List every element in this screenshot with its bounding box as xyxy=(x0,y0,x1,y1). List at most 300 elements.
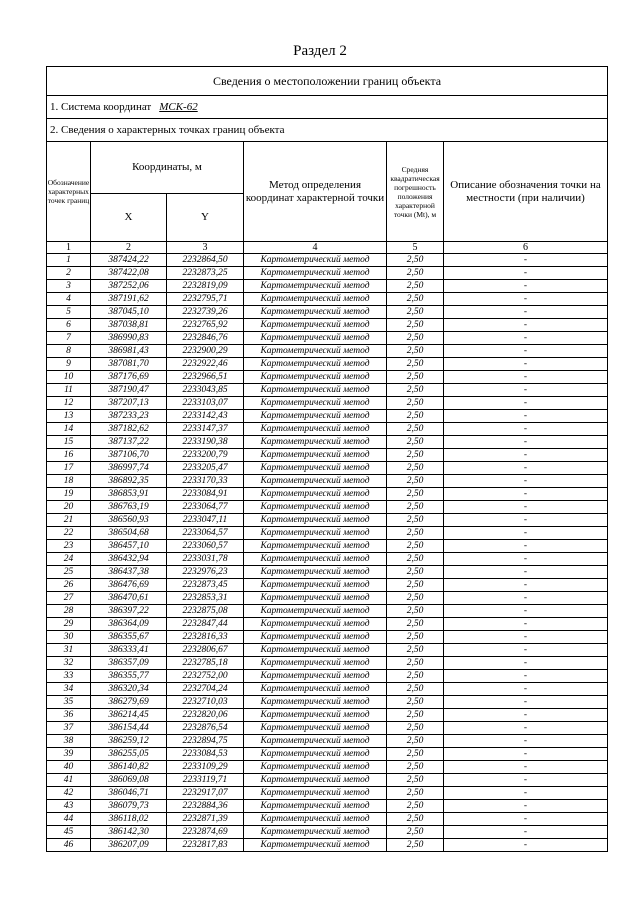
section-header: Сведения о местоположении границ объекта xyxy=(47,67,608,96)
table-row xyxy=(47,696,608,709)
description-cell: - xyxy=(444,813,608,826)
table-row xyxy=(47,735,608,748)
method-cell: Картометрический метод xyxy=(244,696,387,709)
accuracy-cell: 2,50 xyxy=(387,813,444,826)
y-cell: 2232752,00 xyxy=(167,670,244,683)
x-cell: 386118,02 xyxy=(91,813,167,826)
x-cell: 386990,83 xyxy=(91,332,167,345)
point-number-cell: 38 xyxy=(47,735,91,748)
accuracy-cell: 2,50 xyxy=(387,319,444,332)
accuracy-cell: 2,50 xyxy=(387,644,444,657)
point-number-cell: 8 xyxy=(47,345,91,358)
method-cell: Картометрический метод xyxy=(244,826,387,839)
description-cell: - xyxy=(444,722,608,735)
method-cell: Картометрический метод xyxy=(244,631,387,644)
point-number-cell: 19 xyxy=(47,488,91,501)
accuracy-cell: 2,50 xyxy=(387,254,444,267)
coordinate-system-row xyxy=(47,96,608,119)
table-row xyxy=(47,644,608,657)
method-cell: Картометрический метод xyxy=(244,774,387,787)
accuracy-cell: 2,50 xyxy=(387,657,444,670)
y-cell: 2232922,46 xyxy=(167,358,244,371)
y-cell: 2232704,24 xyxy=(167,683,244,696)
description-cell: - xyxy=(444,709,608,722)
y-cell: 2233142,43 xyxy=(167,410,244,423)
y-cell: 2233147,37 xyxy=(167,423,244,436)
method-cell: Картометрический метод xyxy=(244,644,387,657)
table-row xyxy=(47,800,608,813)
table-row xyxy=(47,631,608,644)
method-cell: Картометрический метод xyxy=(244,839,387,852)
method-cell: Картометрический метод xyxy=(244,553,387,566)
table-row xyxy=(47,670,608,683)
description-cell: - xyxy=(444,579,608,592)
x-cell: 387233,23 xyxy=(91,410,167,423)
description-cell: - xyxy=(444,592,608,605)
x-cell: 387252,06 xyxy=(91,280,167,293)
table-row xyxy=(47,839,608,852)
accuracy-cell: 2,50 xyxy=(387,761,444,774)
x-cell: 387422,08 xyxy=(91,267,167,280)
accuracy-cell: 2,50 xyxy=(387,800,444,813)
description-cell: - xyxy=(444,371,608,384)
accuracy-cell: 2,50 xyxy=(387,423,444,436)
y-cell: 2232873,45 xyxy=(167,579,244,592)
description-cell: - xyxy=(444,670,608,683)
accuracy-cell: 2,50 xyxy=(387,293,444,306)
table-row xyxy=(47,813,608,826)
description-cell: - xyxy=(444,761,608,774)
y-cell: 2232884,36 xyxy=(167,800,244,813)
point-number-cell: 29 xyxy=(47,618,91,631)
description-cell: - xyxy=(444,501,608,514)
method-cell: Картометрический метод xyxy=(244,618,387,631)
accuracy-cell: 2,50 xyxy=(387,566,444,579)
point-number-cell: 18 xyxy=(47,475,91,488)
accuracy-cell: 2,50 xyxy=(387,670,444,683)
table-row xyxy=(47,787,608,800)
table-row xyxy=(47,579,608,592)
description-cell: - xyxy=(444,319,608,332)
accuracy-cell: 2,50 xyxy=(387,605,444,618)
table-row xyxy=(47,293,608,306)
method-cell: Картометрический метод xyxy=(244,319,387,332)
method-cell: Картометрический метод xyxy=(244,592,387,605)
x-cell: 386470,61 xyxy=(91,592,167,605)
table-row xyxy=(47,566,608,579)
x-cell: 387081,70 xyxy=(91,358,167,371)
method-cell: Картометрический метод xyxy=(244,475,387,488)
table-row xyxy=(47,371,608,384)
accuracy-cell: 2,50 xyxy=(387,514,444,527)
header-method: Метод определения координат характерной точки xyxy=(244,142,387,242)
x-cell: 386437,38 xyxy=(91,566,167,579)
y-cell: 2232819,09 xyxy=(167,280,244,293)
method-cell: Картометрический метод xyxy=(244,657,387,670)
point-number-cell: 28 xyxy=(47,605,91,618)
point-number-cell: 10 xyxy=(47,371,91,384)
x-cell: 386079,73 xyxy=(91,800,167,813)
description-cell: - xyxy=(444,475,608,488)
method-cell: Картометрический метод xyxy=(244,709,387,722)
description-cell: - xyxy=(444,787,608,800)
x-cell: 386320,34 xyxy=(91,683,167,696)
method-cell: Картометрический метод xyxy=(244,787,387,800)
accuracy-cell: 2,50 xyxy=(387,540,444,553)
x-cell: 387045,10 xyxy=(91,306,167,319)
x-cell: 386892,35 xyxy=(91,475,167,488)
x-cell: 386259,12 xyxy=(91,735,167,748)
table-row xyxy=(47,514,608,527)
accuracy-cell: 2,50 xyxy=(387,618,444,631)
point-number-cell: 46 xyxy=(47,839,91,852)
x-cell: 387137,22 xyxy=(91,436,167,449)
method-cell: Картометрический метод xyxy=(244,670,387,683)
point-number-cell: 44 xyxy=(47,813,91,826)
table-row xyxy=(47,423,608,436)
accuracy-cell: 2,50 xyxy=(387,488,444,501)
x-cell: 386357,09 xyxy=(91,657,167,670)
table-row xyxy=(47,722,608,735)
description-cell: - xyxy=(444,800,608,813)
column-number: 5 xyxy=(387,242,444,254)
description-cell: - xyxy=(444,605,608,618)
description-cell: - xyxy=(444,462,608,475)
header-point-name: Обозначение характерных точек границ xyxy=(47,142,91,242)
table-row xyxy=(47,345,608,358)
accuracy-cell: 2,50 xyxy=(387,826,444,839)
table-row xyxy=(47,683,608,696)
point-number-cell: 34 xyxy=(47,683,91,696)
x-cell: 386154,44 xyxy=(91,722,167,735)
point-number-cell: 41 xyxy=(47,774,91,787)
description-cell: - xyxy=(444,332,608,345)
y-cell: 2233190,38 xyxy=(167,436,244,449)
x-cell: 386142,30 xyxy=(91,826,167,839)
y-cell: 2232795,71 xyxy=(167,293,244,306)
x-cell: 386560,93 xyxy=(91,514,167,527)
method-cell: Картометрический метод xyxy=(244,748,387,761)
y-cell: 2232710,03 xyxy=(167,696,244,709)
description-cell: - xyxy=(444,254,608,267)
y-cell: 2232816,33 xyxy=(167,631,244,644)
method-cell: Картометрический метод xyxy=(244,813,387,826)
x-cell: 386046,71 xyxy=(91,787,167,800)
method-cell: Картометрический метод xyxy=(244,371,387,384)
method-cell: Картометрический метод xyxy=(244,397,387,410)
method-cell: Картометрический метод xyxy=(244,345,387,358)
method-cell: Картометрический метод xyxy=(244,579,387,592)
point-number-cell: 12 xyxy=(47,397,91,410)
point-number-cell: 30 xyxy=(47,631,91,644)
accuracy-cell: 2,50 xyxy=(387,787,444,800)
y-cell: 2233064,57 xyxy=(167,527,244,540)
table-row xyxy=(47,436,608,449)
point-number-cell: 33 xyxy=(47,670,91,683)
y-cell: 2232820,06 xyxy=(167,709,244,722)
point-number-cell: 9 xyxy=(47,358,91,371)
method-cell: Картометрический метод xyxy=(244,800,387,813)
accuracy-cell: 2,50 xyxy=(387,280,444,293)
table-row xyxy=(47,527,608,540)
table-row xyxy=(47,605,608,618)
method-cell: Картометрический метод xyxy=(244,332,387,345)
accuracy-cell: 2,50 xyxy=(387,553,444,566)
y-cell: 2233200,79 xyxy=(167,449,244,462)
description-cell: - xyxy=(444,358,608,371)
point-number-cell: 16 xyxy=(47,449,91,462)
description-cell: - xyxy=(444,423,608,436)
y-cell: 2232847,44 xyxy=(167,618,244,631)
table-row xyxy=(47,774,608,787)
description-cell: - xyxy=(444,696,608,709)
table-row xyxy=(47,618,608,631)
y-cell: 2232806,67 xyxy=(167,644,244,657)
y-cell: 2232966,51 xyxy=(167,371,244,384)
description-cell: - xyxy=(444,644,608,657)
table-body xyxy=(47,254,608,852)
accuracy-cell: 2,50 xyxy=(387,397,444,410)
table-row xyxy=(47,384,608,397)
point-number-cell: 37 xyxy=(47,722,91,735)
accuracy-cell: 2,50 xyxy=(387,774,444,787)
description-cell: - xyxy=(444,839,608,852)
description-cell: - xyxy=(444,618,608,631)
point-number-cell: 15 xyxy=(47,436,91,449)
x-cell: 386457,10 xyxy=(91,540,167,553)
accuracy-cell: 2,50 xyxy=(387,306,444,319)
column-number: 2 xyxy=(91,242,167,254)
accuracy-cell: 2,50 xyxy=(387,839,444,852)
y-cell: 2233103,07 xyxy=(167,397,244,410)
table-row xyxy=(47,748,608,761)
x-cell: 387176,69 xyxy=(91,371,167,384)
table-row xyxy=(47,475,608,488)
header-description: Описание обозначения точки на местности (при наличии) xyxy=(444,142,608,242)
y-cell: 2233060,57 xyxy=(167,540,244,553)
method-cell: Картометрический метод xyxy=(244,540,387,553)
accuracy-cell: 2,50 xyxy=(387,709,444,722)
description-cell: - xyxy=(444,384,608,397)
table-row xyxy=(47,709,608,722)
table-row xyxy=(47,332,608,345)
point-number-cell: 42 xyxy=(47,787,91,800)
x-cell: 387038,81 xyxy=(91,319,167,332)
method-cell: Картометрический метод xyxy=(244,410,387,423)
description-cell: - xyxy=(444,306,608,319)
x-cell: 386364,09 xyxy=(91,618,167,631)
description-cell: - xyxy=(444,540,608,553)
y-cell: 2233043,85 xyxy=(167,384,244,397)
x-cell: 386432,94 xyxy=(91,553,167,566)
y-cell: 2233084,91 xyxy=(167,488,244,501)
method-cell: Картометрический метод xyxy=(244,358,387,371)
point-number-cell: 27 xyxy=(47,592,91,605)
table-row xyxy=(47,553,608,566)
method-cell: Картометрический метод xyxy=(244,527,387,540)
point-number-cell: 23 xyxy=(47,540,91,553)
header-coordinates: Координаты, м xyxy=(91,142,244,194)
table-row xyxy=(47,592,608,605)
description-cell: - xyxy=(444,826,608,839)
table-row xyxy=(47,358,608,371)
y-cell: 2233084,53 xyxy=(167,748,244,761)
x-cell: 387106,70 xyxy=(91,449,167,462)
table-row xyxy=(47,410,608,423)
description-cell: - xyxy=(444,449,608,462)
accuracy-cell: 2,50 xyxy=(387,722,444,735)
point-number-cell: 32 xyxy=(47,657,91,670)
method-cell: Картометрический метод xyxy=(244,722,387,735)
point-number-cell: 5 xyxy=(47,306,91,319)
description-cell: - xyxy=(444,267,608,280)
y-cell: 2232785,18 xyxy=(167,657,244,670)
point-number-cell: 13 xyxy=(47,410,91,423)
x-cell: 387182,62 xyxy=(91,423,167,436)
accuracy-cell: 2,50 xyxy=(387,696,444,709)
method-cell: Картометрический метод xyxy=(244,384,387,397)
y-cell: 2232846,76 xyxy=(167,332,244,345)
method-cell: Картометрический метод xyxy=(244,761,387,774)
column-number: 1 xyxy=(47,242,91,254)
y-cell: 2232864,50 xyxy=(167,254,244,267)
y-cell: 2232894,75 xyxy=(167,735,244,748)
table-row xyxy=(47,540,608,553)
section-title: Раздел 2 xyxy=(293,43,347,59)
point-number-cell: 43 xyxy=(47,800,91,813)
accuracy-cell: 2,50 xyxy=(387,475,444,488)
accuracy-cell: 2,50 xyxy=(387,579,444,592)
method-cell: Картометрический метод xyxy=(244,306,387,319)
x-cell: 386214,45 xyxy=(91,709,167,722)
y-cell: 2232817,83 xyxy=(167,839,244,852)
point-number-cell: 35 xyxy=(47,696,91,709)
description-cell: - xyxy=(444,774,608,787)
point-number-cell: 26 xyxy=(47,579,91,592)
table-row xyxy=(47,306,608,319)
description-cell: - xyxy=(444,488,608,501)
x-cell: 387190,47 xyxy=(91,384,167,397)
point-number-cell: 45 xyxy=(47,826,91,839)
table-row xyxy=(47,826,608,839)
accuracy-cell: 2,50 xyxy=(387,462,444,475)
x-cell: 386504,68 xyxy=(91,527,167,540)
description-cell: - xyxy=(444,657,608,670)
description-cell: - xyxy=(444,683,608,696)
table-row xyxy=(47,254,608,267)
point-number-cell: 2 xyxy=(47,267,91,280)
y-cell: 2233119,71 xyxy=(167,774,244,787)
table-row xyxy=(47,501,608,514)
method-cell: Картометрический метод xyxy=(244,280,387,293)
accuracy-cell: 2,50 xyxy=(387,267,444,280)
description-cell: - xyxy=(444,631,608,644)
y-cell: 2232739,26 xyxy=(167,306,244,319)
method-cell: Картометрический метод xyxy=(244,488,387,501)
description-cell: - xyxy=(444,748,608,761)
accuracy-cell: 2,50 xyxy=(387,501,444,514)
accuracy-cell: 2,50 xyxy=(387,332,444,345)
method-cell: Картометрический метод xyxy=(244,267,387,280)
accuracy-cell: 2,50 xyxy=(387,527,444,540)
x-cell: 386853,91 xyxy=(91,488,167,501)
y-cell: 2232876,54 xyxy=(167,722,244,735)
y-cell: 2232976,23 xyxy=(167,566,244,579)
y-cell: 2233064,77 xyxy=(167,501,244,514)
accuracy-cell: 2,50 xyxy=(387,449,444,462)
boundary-points-table xyxy=(46,66,608,852)
accuracy-cell: 2,50 xyxy=(387,371,444,384)
header-accuracy: Средняя квадратическая погрешность положения характерной точки (Mt), м xyxy=(387,142,444,242)
point-number-cell: 1 xyxy=(47,254,91,267)
table-row xyxy=(47,488,608,501)
x-cell: 387191,62 xyxy=(91,293,167,306)
description-cell: - xyxy=(444,553,608,566)
coordinate-system-label: 1. Система координат xyxy=(50,101,152,113)
point-number-cell: 40 xyxy=(47,761,91,774)
column-number: 4 xyxy=(244,242,387,254)
point-number-cell: 39 xyxy=(47,748,91,761)
header-x: X xyxy=(91,194,167,242)
x-cell: 386140,82 xyxy=(91,761,167,774)
description-cell: - xyxy=(444,410,608,423)
point-number-cell: 20 xyxy=(47,501,91,514)
method-cell: Картометрический метод xyxy=(244,254,387,267)
y-cell: 2232765,92 xyxy=(167,319,244,332)
y-cell: 2232875,08 xyxy=(167,605,244,618)
y-cell: 2232917,07 xyxy=(167,787,244,800)
point-number-cell: 25 xyxy=(47,566,91,579)
method-cell: Картометрический метод xyxy=(244,423,387,436)
x-cell: 386397,22 xyxy=(91,605,167,618)
table-row xyxy=(47,397,608,410)
column-number: 3 xyxy=(167,242,244,254)
point-number-cell: 3 xyxy=(47,280,91,293)
accuracy-cell: 2,50 xyxy=(387,735,444,748)
method-cell: Картометрический метод xyxy=(244,735,387,748)
y-cell: 2232900,29 xyxy=(167,345,244,358)
description-cell: - xyxy=(444,527,608,540)
description-cell: - xyxy=(444,293,608,306)
points-info-label: 2. Сведения о характерных точках границ объекта xyxy=(47,119,608,142)
description-cell: - xyxy=(444,514,608,527)
method-cell: Картометрический метод xyxy=(244,462,387,475)
table-row xyxy=(47,280,608,293)
method-cell: Картометрический метод xyxy=(244,683,387,696)
description-cell: - xyxy=(444,280,608,293)
table-row xyxy=(47,267,608,280)
accuracy-cell: 2,50 xyxy=(387,683,444,696)
x-cell: 386279,69 xyxy=(91,696,167,709)
method-cell: Картометрический метод xyxy=(244,449,387,462)
method-cell: Картометрический метод xyxy=(244,514,387,527)
header-y: Y xyxy=(167,194,244,242)
x-cell: 386069,08 xyxy=(91,774,167,787)
x-cell: 386763,19 xyxy=(91,501,167,514)
x-cell: 386476,69 xyxy=(91,579,167,592)
description-cell: - xyxy=(444,345,608,358)
point-number-cell: 21 xyxy=(47,514,91,527)
accuracy-cell: 2,50 xyxy=(387,436,444,449)
accuracy-cell: 2,50 xyxy=(387,592,444,605)
column-number: 6 xyxy=(444,242,608,254)
y-cell: 2233170,33 xyxy=(167,475,244,488)
method-cell: Картометрический метод xyxy=(244,501,387,514)
point-number-cell: 17 xyxy=(47,462,91,475)
method-cell: Картометрический метод xyxy=(244,293,387,306)
x-cell: 386355,77 xyxy=(91,670,167,683)
accuracy-cell: 2,50 xyxy=(387,384,444,397)
